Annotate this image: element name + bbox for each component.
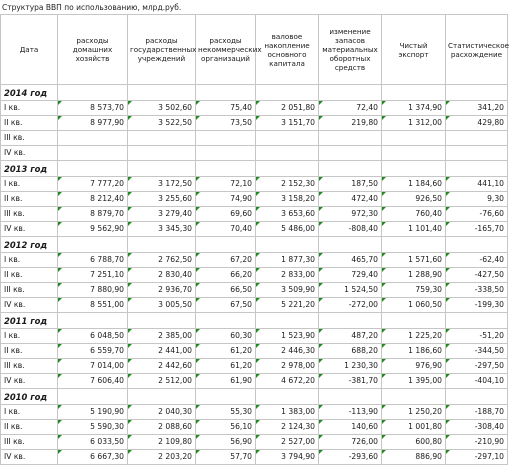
value-cell[interactable]: 926,50 (382, 192, 446, 207)
table-row (1, 177, 508, 192)
quarter-label-cell[interactable]: I кв. (1, 329, 58, 344)
value-cell[interactable]: -344,50 (446, 344, 508, 359)
value-cell[interactable]: -297,50 (446, 359, 508, 374)
empty-cell[interactable] (256, 85, 319, 101)
year-label-cell[interactable]: 2011 год (1, 313, 58, 329)
value-cell[interactable]: 2 762,50 (128, 253, 196, 268)
value-cell[interactable] (196, 131, 256, 146)
value-cell[interactable]: 60,30 (196, 329, 256, 344)
value-cell[interactable]: 3 509,90 (256, 283, 319, 298)
value-cell[interactable]: -381,70 (319, 374, 382, 389)
value-cell[interactable]: -338,50 (446, 283, 508, 298)
value-cell[interactable]: 1 523,90 (256, 329, 319, 344)
value-cell[interactable]: 56,90 (196, 435, 256, 450)
quarter-label-cell[interactable]: IV кв. (1, 298, 58, 313)
value-cell[interactable]: 67,50 (196, 298, 256, 313)
value-cell[interactable]: 1 186,60 (382, 344, 446, 359)
value-cell[interactable]: 3 151,70 (256, 116, 319, 131)
value-cell[interactable]: 7 606,40 (58, 374, 128, 389)
header-cell-inventory[interactable]: изменение запасов материальных оборотных средств (319, 15, 382, 85)
value-cell[interactable]: 70,40 (196, 222, 256, 237)
value-cell[interactable] (446, 131, 508, 146)
value-cell[interactable]: 3 158,20 (256, 192, 319, 207)
table-row (1, 207, 508, 222)
empty-cell[interactable] (128, 313, 196, 329)
value-cell[interactable]: 219,80 (319, 116, 382, 131)
value-cell[interactable]: 69,60 (196, 207, 256, 222)
value-cell[interactable]: 2 040,30 (128, 405, 196, 420)
value-cell[interactable]: 2 512,00 (128, 374, 196, 389)
value-cell[interactable]: 61,90 (196, 374, 256, 389)
empty-cell[interactable] (382, 85, 446, 101)
value-cell[interactable]: 1 101,40 (382, 222, 446, 237)
header-cell-gross-capital[interactable]: валовое накопление основного капитала (256, 15, 319, 85)
header-row (1, 15, 508, 85)
value-cell[interactable]: 3 794,90 (256, 450, 319, 465)
value-cell[interactable]: 3 255,60 (128, 192, 196, 207)
value-cell[interactable]: -308,40 (446, 420, 508, 435)
table-row (1, 374, 508, 389)
value-cell[interactable]: 1 524,50 (319, 283, 382, 298)
value-cell[interactable] (256, 131, 319, 146)
value-cell[interactable]: 1 571,60 (382, 253, 446, 268)
quarter-label-cell[interactable]: II кв. (1, 268, 58, 283)
empty-cell[interactable] (446, 85, 508, 101)
value-cell[interactable]: 2 833,00 (256, 268, 319, 283)
empty-cell[interactable] (58, 85, 128, 101)
quarter-label-cell[interactable]: III кв. (1, 359, 58, 374)
quarter-label-cell[interactable]: IV кв. (1, 450, 58, 465)
value-cell[interactable]: 72,10 (196, 177, 256, 192)
value-cell[interactable]: 1 250,20 (382, 405, 446, 420)
value-cell[interactable]: 2 936,70 (128, 283, 196, 298)
quarter-label-cell[interactable]: I кв. (1, 253, 58, 268)
value-cell[interactable]: 429,80 (446, 116, 508, 131)
empty-cell[interactable] (128, 237, 196, 253)
empty-cell[interactable] (58, 313, 128, 329)
value-cell[interactable]: 6 788,70 (58, 253, 128, 268)
value-cell[interactable]: 6 667,30 (58, 450, 128, 465)
table-row (1, 131, 508, 146)
empty-cell[interactable] (196, 313, 256, 329)
header-cell-discrepancy[interactable]: Статистическое расхождение (446, 15, 508, 85)
value-cell[interactable]: 1 230,30 (319, 359, 382, 374)
value-cell[interactable]: 1 395,00 (382, 374, 446, 389)
empty-cell[interactable] (256, 313, 319, 329)
value-cell[interactable]: 7 251,10 (58, 268, 128, 283)
table-body (1, 15, 508, 465)
value-cell[interactable]: 66,50 (196, 283, 256, 298)
value-cell[interactable]: 2 441,00 (128, 344, 196, 359)
year-label-cell[interactable]: 2014 год (1, 85, 58, 101)
value-cell[interactable]: 140,60 (319, 420, 382, 435)
value-cell[interactable]: 9,30 (446, 192, 508, 207)
table-row (1, 344, 508, 359)
empty-cell[interactable] (256, 389, 319, 405)
value-cell[interactable]: 341,20 (446, 101, 508, 116)
value-cell[interactable]: -808,40 (319, 222, 382, 237)
quarter-label-cell[interactable]: III кв. (1, 435, 58, 450)
value-cell[interactable]: 3 279,40 (128, 207, 196, 222)
empty-cell[interactable] (319, 389, 382, 405)
value-cell[interactable]: -210,90 (446, 435, 508, 450)
value-cell[interactable]: 3 502,60 (128, 101, 196, 116)
empty-cell[interactable] (319, 237, 382, 253)
value-cell[interactable]: 3 005,50 (128, 298, 196, 313)
value-cell[interactable]: -293,60 (319, 450, 382, 465)
year-row (1, 161, 508, 177)
value-cell[interactable]: 472,40 (319, 192, 382, 207)
empty-cell[interactable] (256, 237, 319, 253)
value-cell[interactable]: 61,20 (196, 344, 256, 359)
table-row (1, 298, 508, 313)
empty-cell[interactable] (446, 237, 508, 253)
value-cell[interactable]: 74,90 (196, 192, 256, 207)
value-cell[interactable]: 3 653,60 (256, 207, 319, 222)
value-cell[interactable]: 688,20 (319, 344, 382, 359)
value-cell[interactable]: 2 830,40 (128, 268, 196, 283)
value-cell[interactable]: -427,50 (446, 268, 508, 283)
table-row (1, 146, 508, 161)
value-cell[interactable]: -76,60 (446, 207, 508, 222)
empty-cell[interactable] (382, 389, 446, 405)
year-row (1, 237, 508, 253)
value-cell[interactable]: 972,30 (319, 207, 382, 222)
empty-cell[interactable] (446, 389, 508, 405)
value-cell[interactable]: 6 048,50 (58, 329, 128, 344)
empty-cell[interactable] (382, 237, 446, 253)
value-cell[interactable]: 1 877,30 (256, 253, 319, 268)
quarter-label-cell[interactable]: II кв. (1, 192, 58, 207)
value-cell[interactable]: -51,20 (446, 329, 508, 344)
value-cell[interactable]: 1 001,80 (382, 420, 446, 435)
value-cell[interactable]: 1 374,90 (382, 101, 446, 116)
empty-cell[interactable] (58, 237, 128, 253)
empty-cell[interactable] (58, 161, 128, 177)
value-cell[interactable]: 57,70 (196, 450, 256, 465)
value-cell[interactable]: -113,90 (319, 405, 382, 420)
value-cell[interactable]: -404,10 (446, 374, 508, 389)
value-cell[interactable]: 6 033,50 (58, 435, 128, 450)
value-cell[interactable]: 5 590,30 (58, 420, 128, 435)
value-cell[interactable]: 600,80 (382, 435, 446, 450)
value-cell[interactable]: 2 527,00 (256, 435, 319, 450)
quarter-label-cell[interactable]: II кв. (1, 344, 58, 359)
empty-cell[interactable] (58, 389, 128, 405)
value-cell[interactable]: 4 672,20 (256, 374, 319, 389)
year-row (1, 85, 508, 101)
value-cell[interactable]: 976,90 (382, 359, 446, 374)
header-cell-government[interactable]: расходы государственных учреждений (128, 15, 196, 85)
quarter-label-cell[interactable]: IV кв. (1, 222, 58, 237)
table-row (1, 420, 508, 435)
quarter-label-cell[interactable]: I кв. (1, 177, 58, 192)
value-cell[interactable]: 8 879,70 (58, 207, 128, 222)
header-cell-nonprofit[interactable]: расходы некоммерческих организаций (196, 15, 256, 85)
value-cell[interactable]: 8 977,90 (58, 116, 128, 131)
value-cell[interactable]: -188,70 (446, 405, 508, 420)
year-label-cell[interactable]: 2013 год (1, 161, 58, 177)
table-row (1, 101, 508, 116)
value-cell[interactable]: 1 060,50 (382, 298, 446, 313)
value-cell[interactable]: 2 442,60 (128, 359, 196, 374)
value-cell[interactable]: 1 288,90 (382, 268, 446, 283)
empty-cell[interactable] (256, 161, 319, 177)
quarter-label-cell[interactable]: III кв. (1, 207, 58, 222)
value-cell[interactable]: 759,30 (382, 283, 446, 298)
empty-cell[interactable] (128, 389, 196, 405)
value-cell[interactable]: 726,00 (319, 435, 382, 450)
value-cell[interactable] (319, 131, 382, 146)
value-cell[interactable]: 2 152,30 (256, 177, 319, 192)
empty-cell[interactable] (196, 389, 256, 405)
value-cell[interactable] (128, 131, 196, 146)
quarter-label-cell[interactable]: II кв. (1, 116, 58, 131)
value-cell[interactable]: 2 124,30 (256, 420, 319, 435)
quarter-label-cell[interactable]: IV кв. (1, 146, 58, 161)
empty-cell[interactable] (319, 85, 382, 101)
value-cell[interactable]: 2 385,00 (128, 329, 196, 344)
table-row (1, 192, 508, 207)
value-cell[interactable]: 61,20 (196, 359, 256, 374)
value-cell[interactable]: 487,20 (319, 329, 382, 344)
value-cell[interactable]: 3 172,50 (128, 177, 196, 192)
value-cell[interactable]: 2 088,60 (128, 420, 196, 435)
quarter-label-cell[interactable]: III кв. (1, 283, 58, 298)
empty-cell[interactable] (319, 161, 382, 177)
value-cell[interactable]: 8 212,40 (58, 192, 128, 207)
value-cell[interactable]: 5 221,20 (256, 298, 319, 313)
value-cell[interactable]: 6 559,70 (58, 344, 128, 359)
quarter-label-cell[interactable]: III кв. (1, 131, 58, 146)
year-label-cell[interactable]: 2010 год (1, 389, 58, 405)
value-cell[interactable]: -297,10 (446, 450, 508, 465)
value-cell[interactable]: 1 383,00 (256, 405, 319, 420)
quarter-label-cell[interactable]: I кв. (1, 405, 58, 420)
value-cell[interactable]: 7 014,00 (58, 359, 128, 374)
empty-cell[interactable] (196, 237, 256, 253)
table-row (1, 359, 508, 374)
value-cell[interactable]: 55,30 (196, 405, 256, 420)
value-cell[interactable]: 73,50 (196, 116, 256, 131)
value-cell[interactable]: 5 190,90 (58, 405, 128, 420)
value-cell[interactable]: 1 312,00 (382, 116, 446, 131)
value-cell[interactable]: 441,10 (446, 177, 508, 192)
value-cell[interactable]: -199,30 (446, 298, 508, 313)
value-cell[interactable]: 56,10 (196, 420, 256, 435)
value-cell[interactable]: 729,40 (319, 268, 382, 283)
empty-cell[interactable] (128, 161, 196, 177)
empty-cell[interactable] (382, 313, 446, 329)
table-row (1, 253, 508, 268)
value-cell[interactable]: 5 486,00 (256, 222, 319, 237)
value-cell[interactable]: 2 109,80 (128, 435, 196, 450)
value-cell[interactable]: 8 573,70 (58, 101, 128, 116)
value-cell[interactable]: 2 203,20 (128, 450, 196, 465)
value-cell[interactable]: -272,00 (319, 298, 382, 313)
table-row (1, 283, 508, 298)
empty-cell[interactable] (319, 313, 382, 329)
value-cell[interactable]: 187,50 (319, 177, 382, 192)
value-cell[interactable] (58, 146, 128, 161)
value-cell[interactable]: 886,90 (382, 450, 446, 465)
table-row (1, 435, 508, 450)
table-row (1, 405, 508, 420)
value-cell[interactable] (319, 146, 382, 161)
header-cell-date[interactable]: Дата (1, 15, 58, 85)
year-label-cell[interactable]: 2012 год (1, 237, 58, 253)
value-cell[interactable] (446, 146, 508, 161)
value-cell[interactable]: 2 051,80 (256, 101, 319, 116)
value-cell[interactable]: -165,70 (446, 222, 508, 237)
table-row (1, 450, 508, 465)
value-cell[interactable]: 66,20 (196, 268, 256, 283)
value-cell[interactable] (382, 131, 446, 146)
value-cell[interactable]: 2 446,30 (256, 344, 319, 359)
value-cell[interactable]: 7 777,20 (58, 177, 128, 192)
value-cell[interactable] (256, 146, 319, 161)
table-row (1, 222, 508, 237)
empty-cell[interactable] (446, 161, 508, 177)
table-row (1, 116, 508, 131)
value-cell[interactable] (382, 146, 446, 161)
value-cell[interactable]: 9 562,90 (58, 222, 128, 237)
gdp-structure-table (0, 14, 508, 465)
sheet-title: Структура ВВП по использованию, млрд.руб. (2, 3, 182, 12)
quarter-label-cell[interactable]: IV кв. (1, 374, 58, 389)
quarter-label-cell[interactable]: II кв. (1, 420, 58, 435)
table-row (1, 268, 508, 283)
value-cell[interactable]: 67,20 (196, 253, 256, 268)
quarter-label-cell[interactable]: I кв. (1, 101, 58, 116)
value-cell[interactable] (196, 146, 256, 161)
year-row (1, 389, 508, 405)
value-cell[interactable]: 3 345,30 (128, 222, 196, 237)
value-cell[interactable]: 75,40 (196, 101, 256, 116)
value-cell[interactable] (128, 146, 196, 161)
value-cell[interactable] (58, 131, 128, 146)
value-cell[interactable]: 1 184,60 (382, 177, 446, 192)
empty-cell[interactable] (446, 313, 508, 329)
value-cell[interactable]: 7 880,90 (58, 283, 128, 298)
value-cell[interactable]: 465,70 (319, 253, 382, 268)
value-cell[interactable]: 760,40 (382, 207, 446, 222)
year-row (1, 313, 508, 329)
empty-cell[interactable] (128, 85, 196, 101)
value-cell[interactable]: 72,40 (319, 101, 382, 116)
header-cell-net-export[interactable]: Чистый экспорт (382, 15, 446, 85)
value-cell[interactable]: -62,40 (446, 253, 508, 268)
value-cell[interactable]: 2 978,00 (256, 359, 319, 374)
empty-cell[interactable] (196, 161, 256, 177)
value-cell[interactable]: 8 551,00 (58, 298, 128, 313)
empty-cell[interactable] (382, 161, 446, 177)
empty-cell[interactable] (196, 85, 256, 101)
header-cell-household[interactable]: расходы домашних хозяйств (58, 15, 128, 85)
table-row (1, 329, 508, 344)
value-cell[interactable]: 3 522,50 (128, 116, 196, 131)
value-cell[interactable]: 1 225,20 (382, 329, 446, 344)
